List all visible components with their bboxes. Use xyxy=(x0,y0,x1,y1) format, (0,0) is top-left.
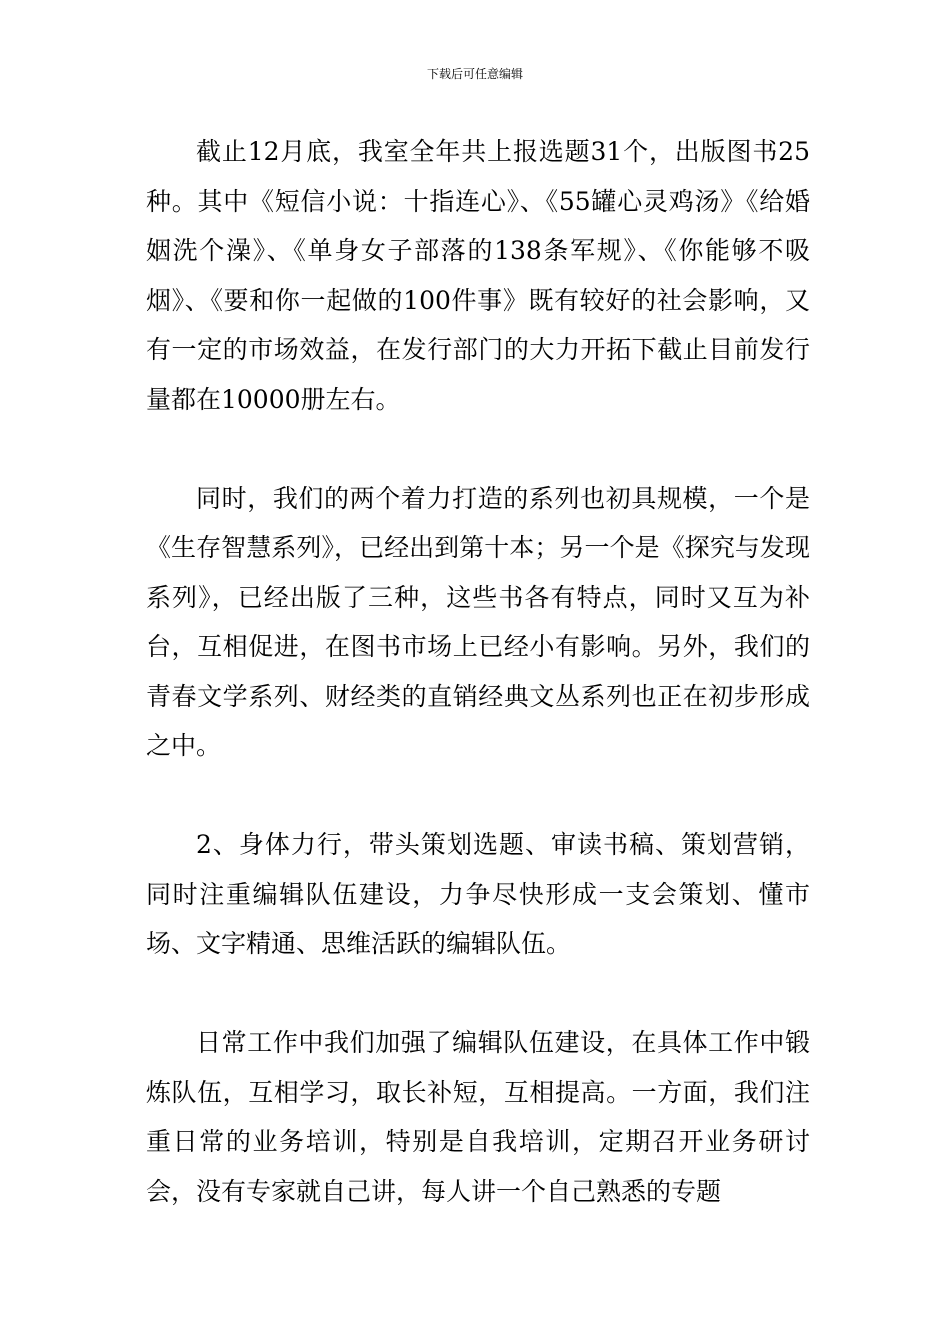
page-header: 下载后可任意编辑 xyxy=(426,67,523,81)
paragraph-book-series: 同时，我们的两个着力打造的系列也初具规模，一个是《生存智慧系列》，已经出到第十本；另一个是《探究与发现系列》，已经出版了三种，这些书各有特点，同时又互为补台，互相促进，在图书市场上已经小有影响。另外，我们的青春文学系列、财经类的直销经典文丛系列也正在初步形成之中。 xyxy=(146,483,810,760)
document-body xyxy=(146,127,810,1216)
paragraph-gap xyxy=(146,771,810,821)
paragraph-item-2: 2、身体力行，带头策划选题、审读书稿、策划营销，同时注重编辑队伍建设，力争尽快形成一支会策划、懂市场、文字精通、思维活跃的编辑队伍。 xyxy=(146,830,810,958)
paragraph-gap xyxy=(146,969,810,1019)
paragraph-gap xyxy=(146,424,810,474)
paragraph-team-building: 日常工作中我们加强了编辑队伍建设，在具体工作中锻炼队伍，互相学习，取长补短，互相提高。一方面，我们注重日常的业务培训，特别是自我培训，定期召开业务研讨会，没有专家就自己讲，每人讲一个自己熟悉的专题 xyxy=(146,1028,810,1206)
paragraph-publishing-summary: 截止12月底，我室全年共上报选题31个，出版图书25种。其中《短信小说：十指连心》、《55罐心灵鸡汤》《给婚姻洗个澡》、《单身女子部落的138条军规》、《你能够不吸烟》、《要和你一起做的100件事》既有较好的社会影响，又有一定的市场效益，在发行部门的大力开拓下截止目前发行量都在10000册左右。 xyxy=(146,137,810,414)
